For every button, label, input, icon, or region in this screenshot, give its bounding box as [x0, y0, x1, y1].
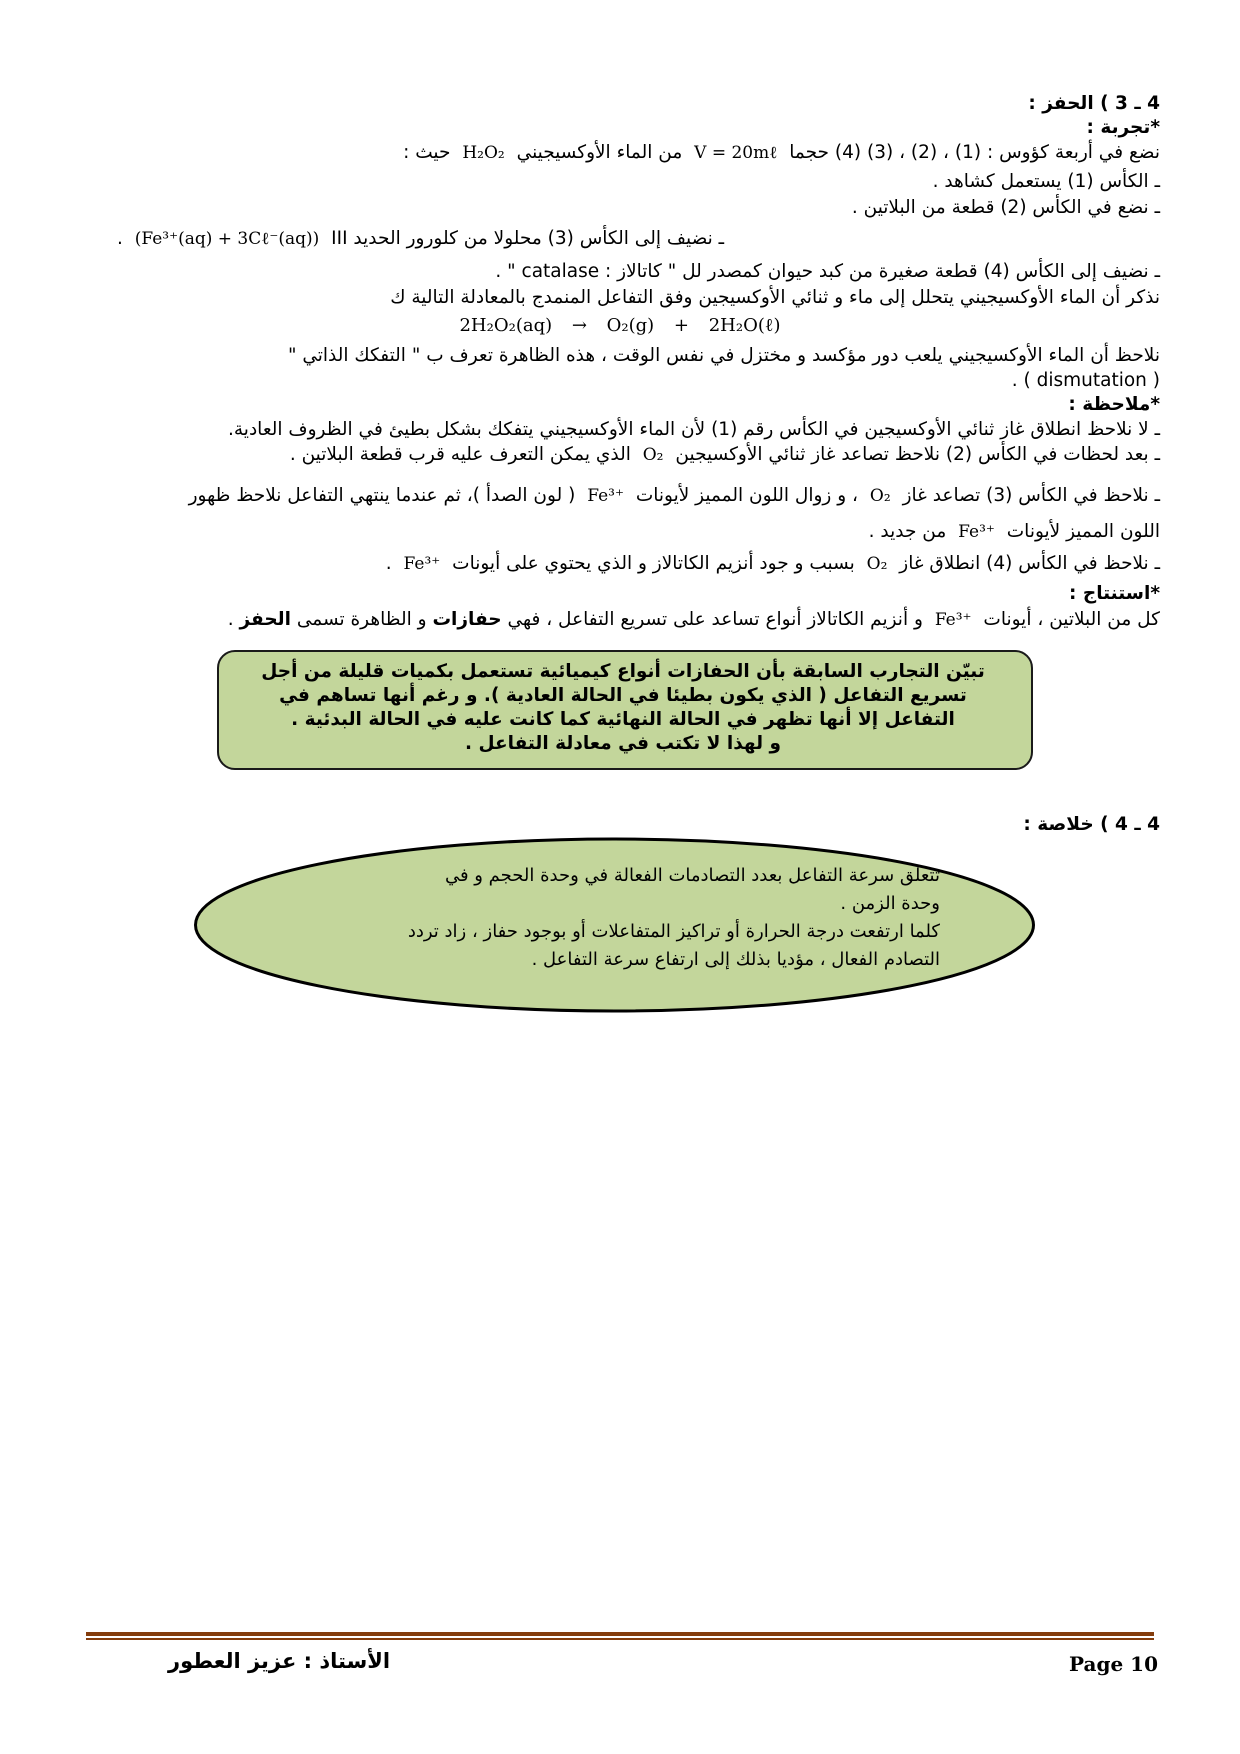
key-note-line: و لهذا لا تكتب في معادلة التفاعل .: [465, 733, 781, 754]
author-name: الأستاذ : عزيز العطور: [168, 1649, 391, 1673]
h2o2-formula: H₂O₂: [462, 143, 505, 163]
remark-2: [80, 443, 1160, 467]
conclusion-end: .: [227, 609, 234, 630]
remark-3: [80, 484, 1160, 508]
step-3-text: ـ نضيف إلى الكأس (3) محلولا من كلورور الحديد III: [331, 228, 725, 249]
decomposition-equation: [80, 314, 1160, 338]
remark-3-before: ـ نلاحظ في الكأس (3) تصاعد غاز: [902, 485, 1160, 506]
recall-line: نذكر أن الماء الأوكسيجيني يتحلل إلى ماء و ثنائي الأوكسيجين وفق التفاعل المنمدج بالمعادلة التالية ك: [390, 287, 1160, 308]
fe3-formula: Fe³⁺: [958, 522, 995, 542]
remark-4-after: بسبب و جود أنزيم الكاتالاز و الذي يحتوي على أيونات: [452, 553, 855, 574]
footer-rule-thin: [86, 1638, 1154, 1640]
remark-4: [80, 552, 1160, 576]
iron-chloride-formula: (Fe³⁺(aq) + 3Cℓ⁻(aq)): [134, 229, 320, 249]
o2-formula: O₂: [869, 486, 891, 506]
step-3: [80, 227, 1160, 251]
fe3-formula: Fe³⁺: [587, 486, 624, 506]
step-2: ـ نضع في الكأس (2) قطعة من البلاتين .: [851, 197, 1160, 218]
key-note-line: التفاعل إلا أنها تظهر في الحالة النهائية كما كانت عليه في الحالة البدئية .: [291, 709, 955, 730]
summary-line: تتعلق سرعة التفاعل بعدد التصادمات الفعالة في وحدة الحجم و في: [444, 865, 940, 886]
summary-text: [340, 862, 940, 974]
summary-line: التصادم الفعال ، مؤديا بذلك إلى ارتفاع سرعة التفاعل .: [531, 949, 940, 970]
remark-3b-after: من جديد .: [868, 521, 947, 542]
remark-2-before: ـ بعد لحظات في الكأس (2) نلاحظ تصاعد غاز ثنائي الأوكسيجين: [675, 444, 1160, 465]
remark-4-end: .: [385, 553, 392, 574]
remark-label: *ملاحظة :: [1068, 394, 1160, 415]
catalysis-term: الحفز: [239, 609, 291, 630]
equation-text: 2H₂O₂(aq) → O₂(g) + 2H₂O(ℓ): [459, 315, 781, 336]
remark-3b-before: اللون المميز لأيونات: [1006, 521, 1160, 542]
summary-line: كلما ارتفعت درجة الحرارة أو تراكيز المتفاعلات أو بوجود حفاز ، زاد تردد: [407, 921, 940, 942]
conclusion-mid: و الظاهرة تسمى: [296, 609, 427, 630]
volume-formula: V = 20mℓ: [694, 143, 778, 163]
catalysts-term: حفازات: [432, 609, 502, 630]
remark-4-before: ـ نلاحظ في الكأس (4) انطلاق غاز: [899, 553, 1160, 574]
notice-line-2: ( dismutation ) .: [1011, 370, 1160, 391]
experiment-label: *تجربة :: [1086, 117, 1160, 138]
conclusion-after: و أنزيم الكاتالاز أنواع تساعد على تسريع التفاعل ، فهي: [507, 609, 923, 630]
summary-line: وحدة الزمن .: [840, 893, 940, 914]
o2-formula: O₂: [642, 445, 664, 465]
intro-after: حيث :: [403, 142, 451, 163]
step-3-end: .: [116, 228, 123, 249]
fe3-formula: Fe³⁺: [934, 610, 972, 630]
step-1: ـ الكأس (1) يستعمل كشاهد .: [932, 171, 1160, 192]
key-note-box: [217, 650, 1033, 770]
key-note-line: تبيّن التجارب السابقة بأن الحفازات أنواع كيميائية تستعمل بكميات قليلة من أجل: [261, 661, 985, 682]
section-heading-catalysis: 4 ـ 3 ) الحفز :: [1028, 93, 1160, 114]
intro-middle: من الماء الأوكسيجيني: [516, 142, 683, 163]
o2-formula: O₂: [866, 554, 888, 574]
notice-line-1: نلاحظ أن الماء الأوكسيجيني يلعب دور مؤكسد و مختزل في نفس الوقت ، هذه الظاهرة تعرف ب " التفكك الذاتي ": [287, 345, 1160, 366]
footer-rule: [86, 1632, 1154, 1636]
step-4: ـ نضيف إلى الكأس (4) قطعة صغيرة من كبد حيوان كمصدر لل " كاتالاز : catalase " .: [495, 261, 1160, 282]
conclusion-label: *استنتاج :: [1069, 583, 1160, 604]
remark-2-after: الذي يمكن التعرف عليه قرب قطعة البلاتين .: [289, 444, 631, 465]
remark-3-after: ( لون الصدأ )، ثم عندما ينتهي التفاعل نلاحظ ظهور: [188, 485, 576, 506]
section-heading-summary: 4 ـ 4 ) خلاصة :: [1023, 814, 1160, 835]
key-note-line: تسريع التفاعل ( الذي يكون بطيئا في الحالة العادية ). و رغم أنها تساهم في: [279, 685, 967, 706]
remark-3-continued: [80, 520, 1160, 544]
remark-3-middle: ، و زوال اللون المميز لأيونات: [635, 485, 859, 506]
page-number: Page 10: [1069, 1652, 1158, 1676]
conclusion-before: كل من البلاتين ، أيونات: [983, 609, 1160, 630]
remark-1: ـ لا نلاحظ انطلاق غاز ثنائي الأوكسيجين في الكأس رقم (1) لأن الماء الأوكسيجيني يتفكك بشكل بطيئ في الظروف العادية.: [228, 419, 1160, 440]
conclusion-line: [80, 608, 1160, 632]
intro-before: نضع في أربعة كؤوس : (1) ، (2) ، (3) (4) حجما: [789, 142, 1160, 163]
fe3-formula: Fe³⁺: [403, 554, 441, 574]
key-note-text: [229, 660, 1017, 756]
intro-line: [80, 141, 1160, 165]
